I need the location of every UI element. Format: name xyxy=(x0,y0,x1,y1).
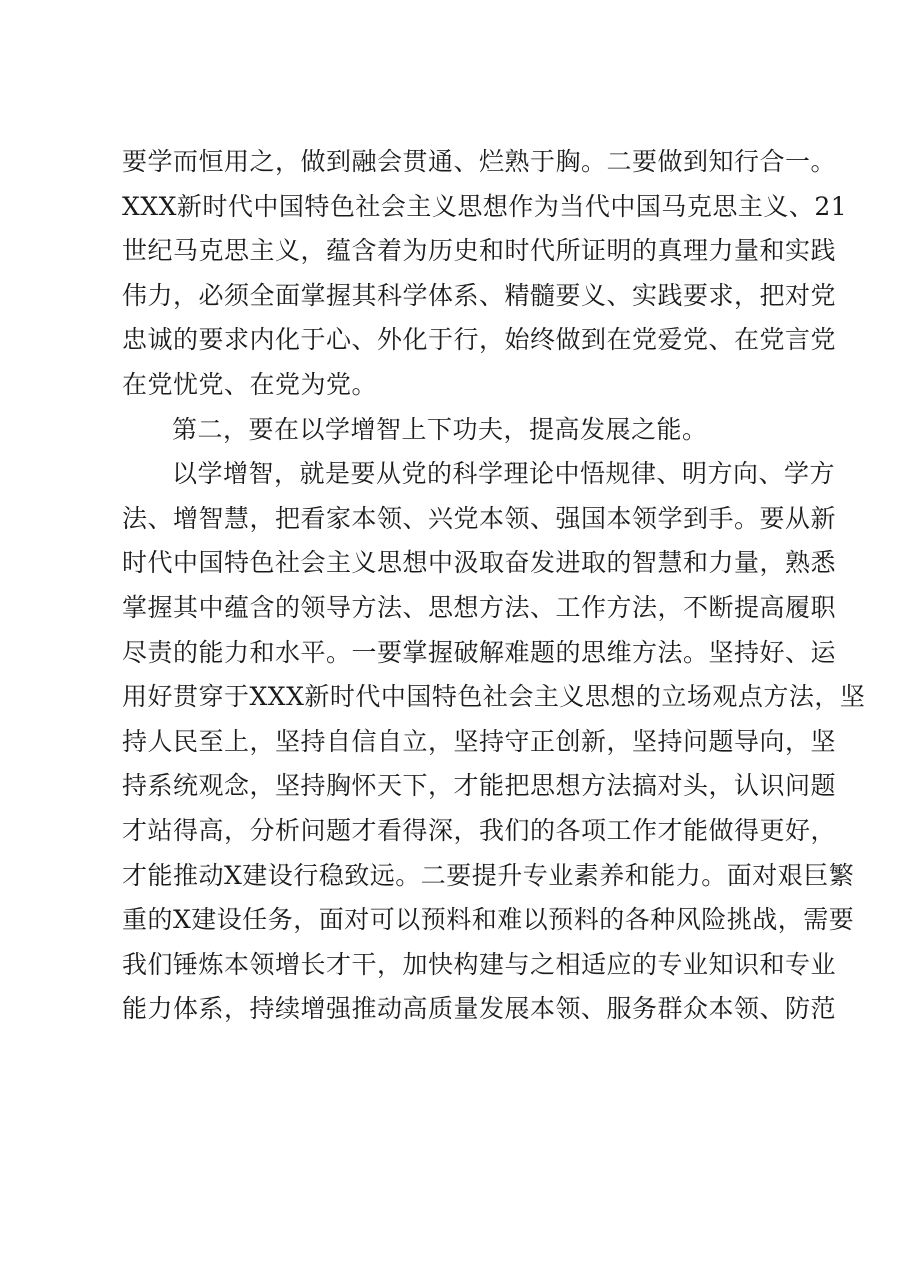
text-line: 法、增智慧，把看家本领、兴党本领、强国本领学到手。要从新 xyxy=(122,503,837,533)
section-heading: 第二，要在以学增智上下功夫，提高发展之能。 xyxy=(172,414,708,444)
text-line: 持人民至上，坚持自信自立，坚持守正创新，坚持问题导向，坚 xyxy=(122,726,837,756)
text-line: 才站得高，分析问题才看得深，我们的各项工作才能做得更好， xyxy=(122,815,837,845)
text-line: 能力体系，持续增强推动高质量发展本领、服务群众本领、防范 xyxy=(122,994,837,1024)
text-line: 尽责的能力和水平。一要掌握破解难题的思维方法。坚持好、运 xyxy=(122,637,837,667)
text-line: 掌握其中蕴含的领导方法、思想方法、工作方法，不断提高履职 xyxy=(122,592,837,622)
text-line: XXX新时代中国特色社会主义思想作为当代中国马克思主义、21 xyxy=(122,191,848,221)
text-line: 忠诚的要求内化于心、外化于行，始终做到在党爱党、在党言党 xyxy=(122,325,837,355)
text-line: 才能推动X建设行稳致远。二要提升专业素养和能力。面对艰巨繁 xyxy=(122,860,855,890)
document-body xyxy=(122,140,866,1032)
text-line: 时代中国特色社会主义思想中汲取奋发进取的智慧和力量，熟悉 xyxy=(122,548,837,578)
text-line: 我们锤炼本领增长才干，加快构建与之相适应的专业知识和专业 xyxy=(122,949,837,979)
text-line: 用好贯穿于XXX新时代中国特色社会主义思想的立场观点方法，坚 xyxy=(122,682,866,712)
text-line: 持系统观念，坚持胸怀天下，才能把思想方法搞对头，认识问题 xyxy=(122,771,837,801)
text-line: 在党忧党、在党为党。 xyxy=(122,369,378,399)
text-line: 以学增智，就是要从党的科学理论中悟规律、明方向、学方 xyxy=(172,459,836,489)
text-line: 世纪马克思主义，蕴含着为历史和时代所证明的真理力量和实践 xyxy=(122,236,837,266)
text-line: 要学而恒用之，做到融会贯通、烂熟于胸。二要做到知行合一。 xyxy=(122,147,837,176)
text-line: 重的X建设任务，面对可以预料和难以预料的各种风险挑战，需要 xyxy=(122,905,855,935)
text-line: 伟力，必须全面掌握其科学体系、精髓要义、实践要求，把对党 xyxy=(122,280,837,310)
